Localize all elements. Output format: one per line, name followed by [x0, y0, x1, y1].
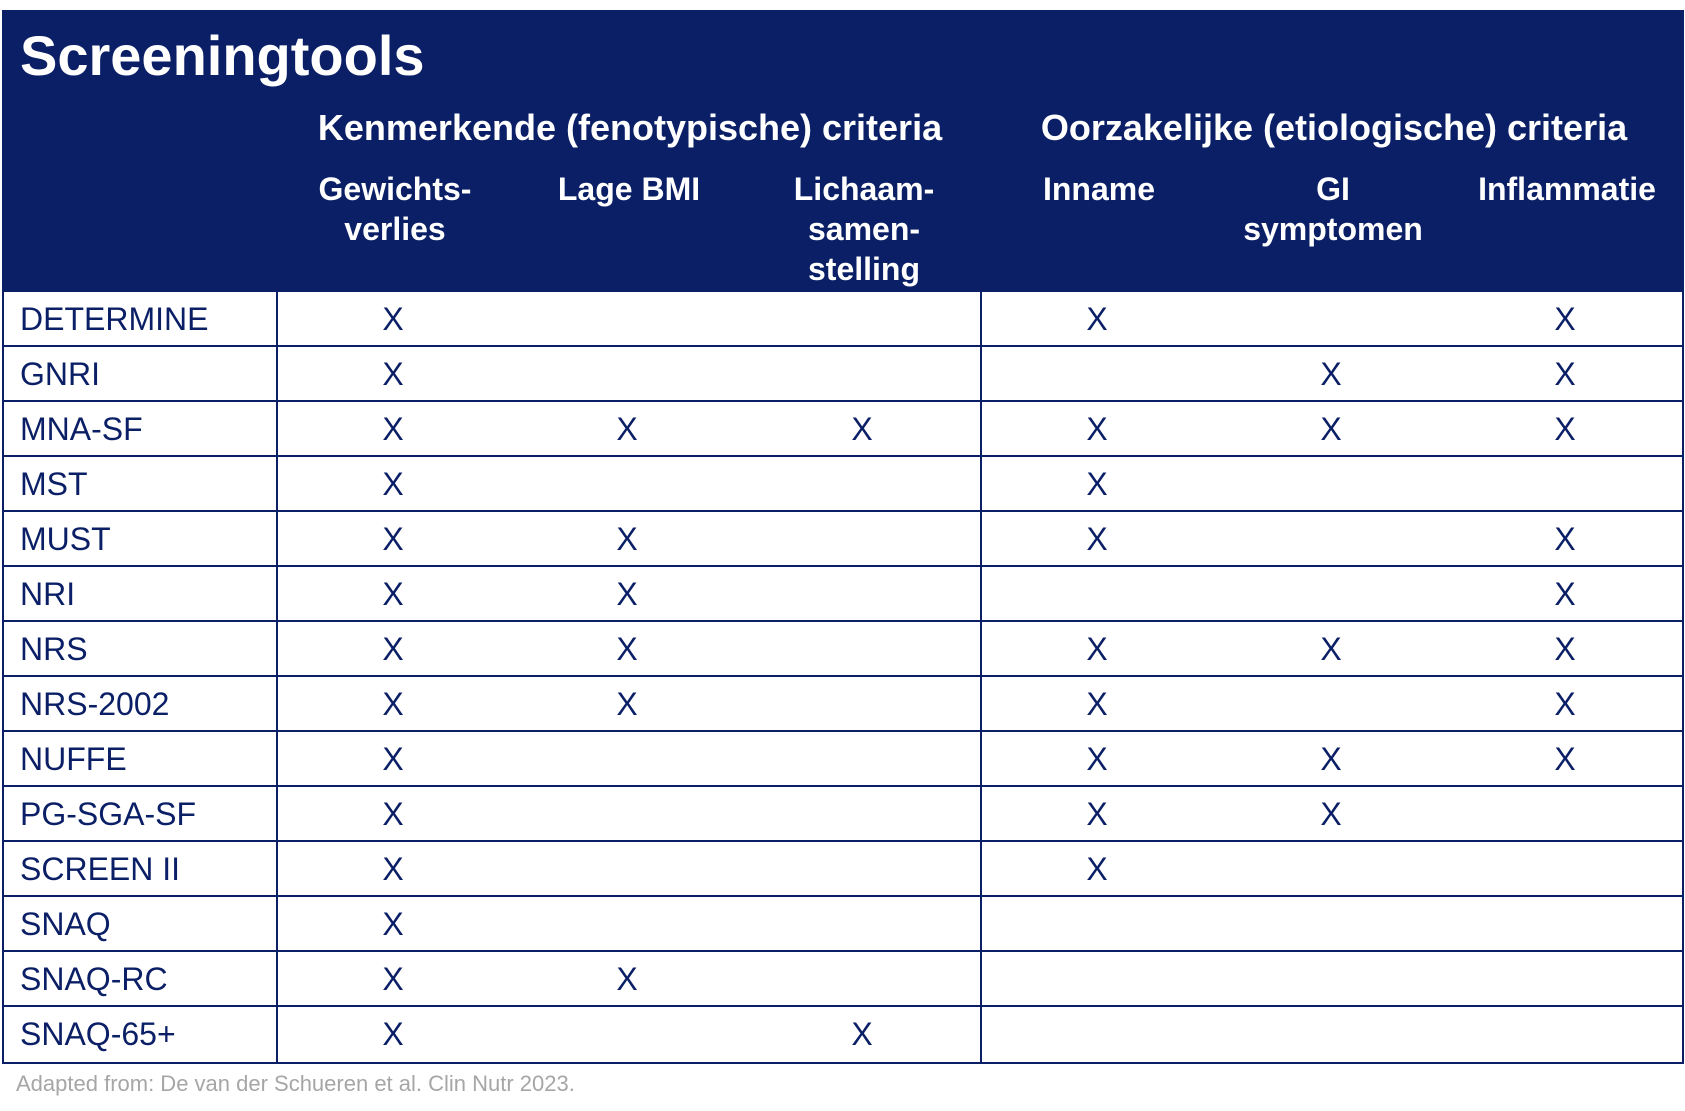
row-label: GNRI [20, 356, 100, 392]
screening-tools-table [2, 10, 1684, 1064]
table-row [4, 567, 1682, 622]
check-mark: X [616, 411, 638, 447]
check-mark: X [1320, 356, 1342, 392]
table-row [4, 842, 1682, 897]
row-label: DETERMINE [20, 301, 209, 337]
check-mark: X [1554, 411, 1576, 447]
check-mark: X [616, 961, 638, 997]
row-label: NUFFE [20, 741, 127, 777]
check-mark: X [1554, 356, 1576, 392]
column-header-intake: Inname [1042, 171, 1156, 207]
table-row [4, 402, 1682, 457]
check-mark: X [851, 411, 873, 447]
table-row [4, 677, 1682, 732]
row-label: SCREEN II [20, 851, 181, 887]
column-header-weight-loss: Gewichts- verlies [318, 171, 472, 247]
check-mark: X [382, 1016, 404, 1052]
table-row [4, 1007, 1682, 1062]
row-label: MST [20, 466, 88, 502]
row-label: NRS-2002 [20, 686, 170, 722]
table-body [2, 292, 1684, 1064]
check-mark: X [616, 686, 638, 722]
check-mark: X [1320, 741, 1342, 777]
check-mark: X [616, 576, 638, 612]
check-mark: X [851, 1016, 873, 1052]
row-label: SNAQ-RC [20, 961, 168, 997]
check-mark: X [1320, 631, 1342, 667]
check-mark: X [1086, 796, 1108, 832]
check-mark: X [1554, 301, 1576, 337]
check-mark: X [1554, 576, 1576, 612]
check-mark: X [1086, 686, 1108, 722]
check-mark: X [382, 631, 404, 667]
table-row [4, 347, 1682, 402]
check-mark: X [382, 466, 404, 502]
check-mark: X [382, 741, 404, 777]
check-mark: X [382, 521, 404, 557]
row-label: NRS [20, 631, 88, 667]
row-label: NRI [20, 576, 76, 612]
table-row [4, 787, 1682, 842]
check-mark: X [1320, 411, 1342, 447]
row-label: MUST [20, 521, 111, 557]
row-label: SNAQ-65+ [20, 1016, 176, 1052]
table-row [4, 622, 1682, 677]
check-mark: X [1086, 631, 1108, 667]
row-label: PG-SGA-SF [20, 796, 197, 832]
check-mark: X [616, 521, 638, 557]
check-mark: X [382, 576, 404, 612]
check-mark: X [1554, 631, 1576, 667]
check-mark: X [382, 356, 404, 392]
check-mark: X [382, 906, 404, 942]
table-row [4, 952, 1682, 1007]
source-note: Adapted from: De van der Schueren et al. Clin Nutr 2023. [16, 1071, 575, 1096]
table-header [2, 10, 1684, 292]
check-mark: X [382, 686, 404, 722]
group-header-etiologic: Oorzakelijke (etiologische) criteria [1040, 107, 1628, 148]
check-mark: X [1320, 796, 1342, 832]
table-row [4, 897, 1682, 952]
table-row [4, 292, 1682, 347]
table-row [4, 732, 1682, 787]
column-header-gi-symptoms: GI symptomen [1243, 171, 1423, 247]
row-label: MNA-SF [20, 411, 143, 447]
check-mark: X [1086, 741, 1108, 777]
check-mark: X [1086, 466, 1108, 502]
check-mark: X [1554, 741, 1576, 777]
column-header-body-composition: Lichaam- samen- stelling [793, 171, 935, 287]
table-row [4, 457, 1682, 512]
check-mark: X [1086, 301, 1108, 337]
column-header-inflammation: Inflammatie [1478, 171, 1656, 207]
check-mark: X [382, 796, 404, 832]
row-label: SNAQ [20, 906, 111, 942]
check-mark: X [382, 851, 404, 887]
group-header-phenotypic: Kenmerkende (fenotypische) criteria [317, 107, 943, 148]
table-title: Screeningtools [20, 24, 425, 87]
check-mark: X [382, 961, 404, 997]
check-mark: X [382, 411, 404, 447]
check-mark: X [1554, 686, 1576, 722]
check-mark: X [382, 301, 404, 337]
table-row [4, 512, 1682, 567]
column-header-low-bmi: Lage BMI [557, 171, 701, 207]
check-mark: X [1086, 411, 1108, 447]
check-mark: X [1086, 521, 1108, 557]
check-mark: X [1086, 851, 1108, 887]
check-mark: X [1554, 521, 1576, 557]
check-mark: X [616, 631, 638, 667]
